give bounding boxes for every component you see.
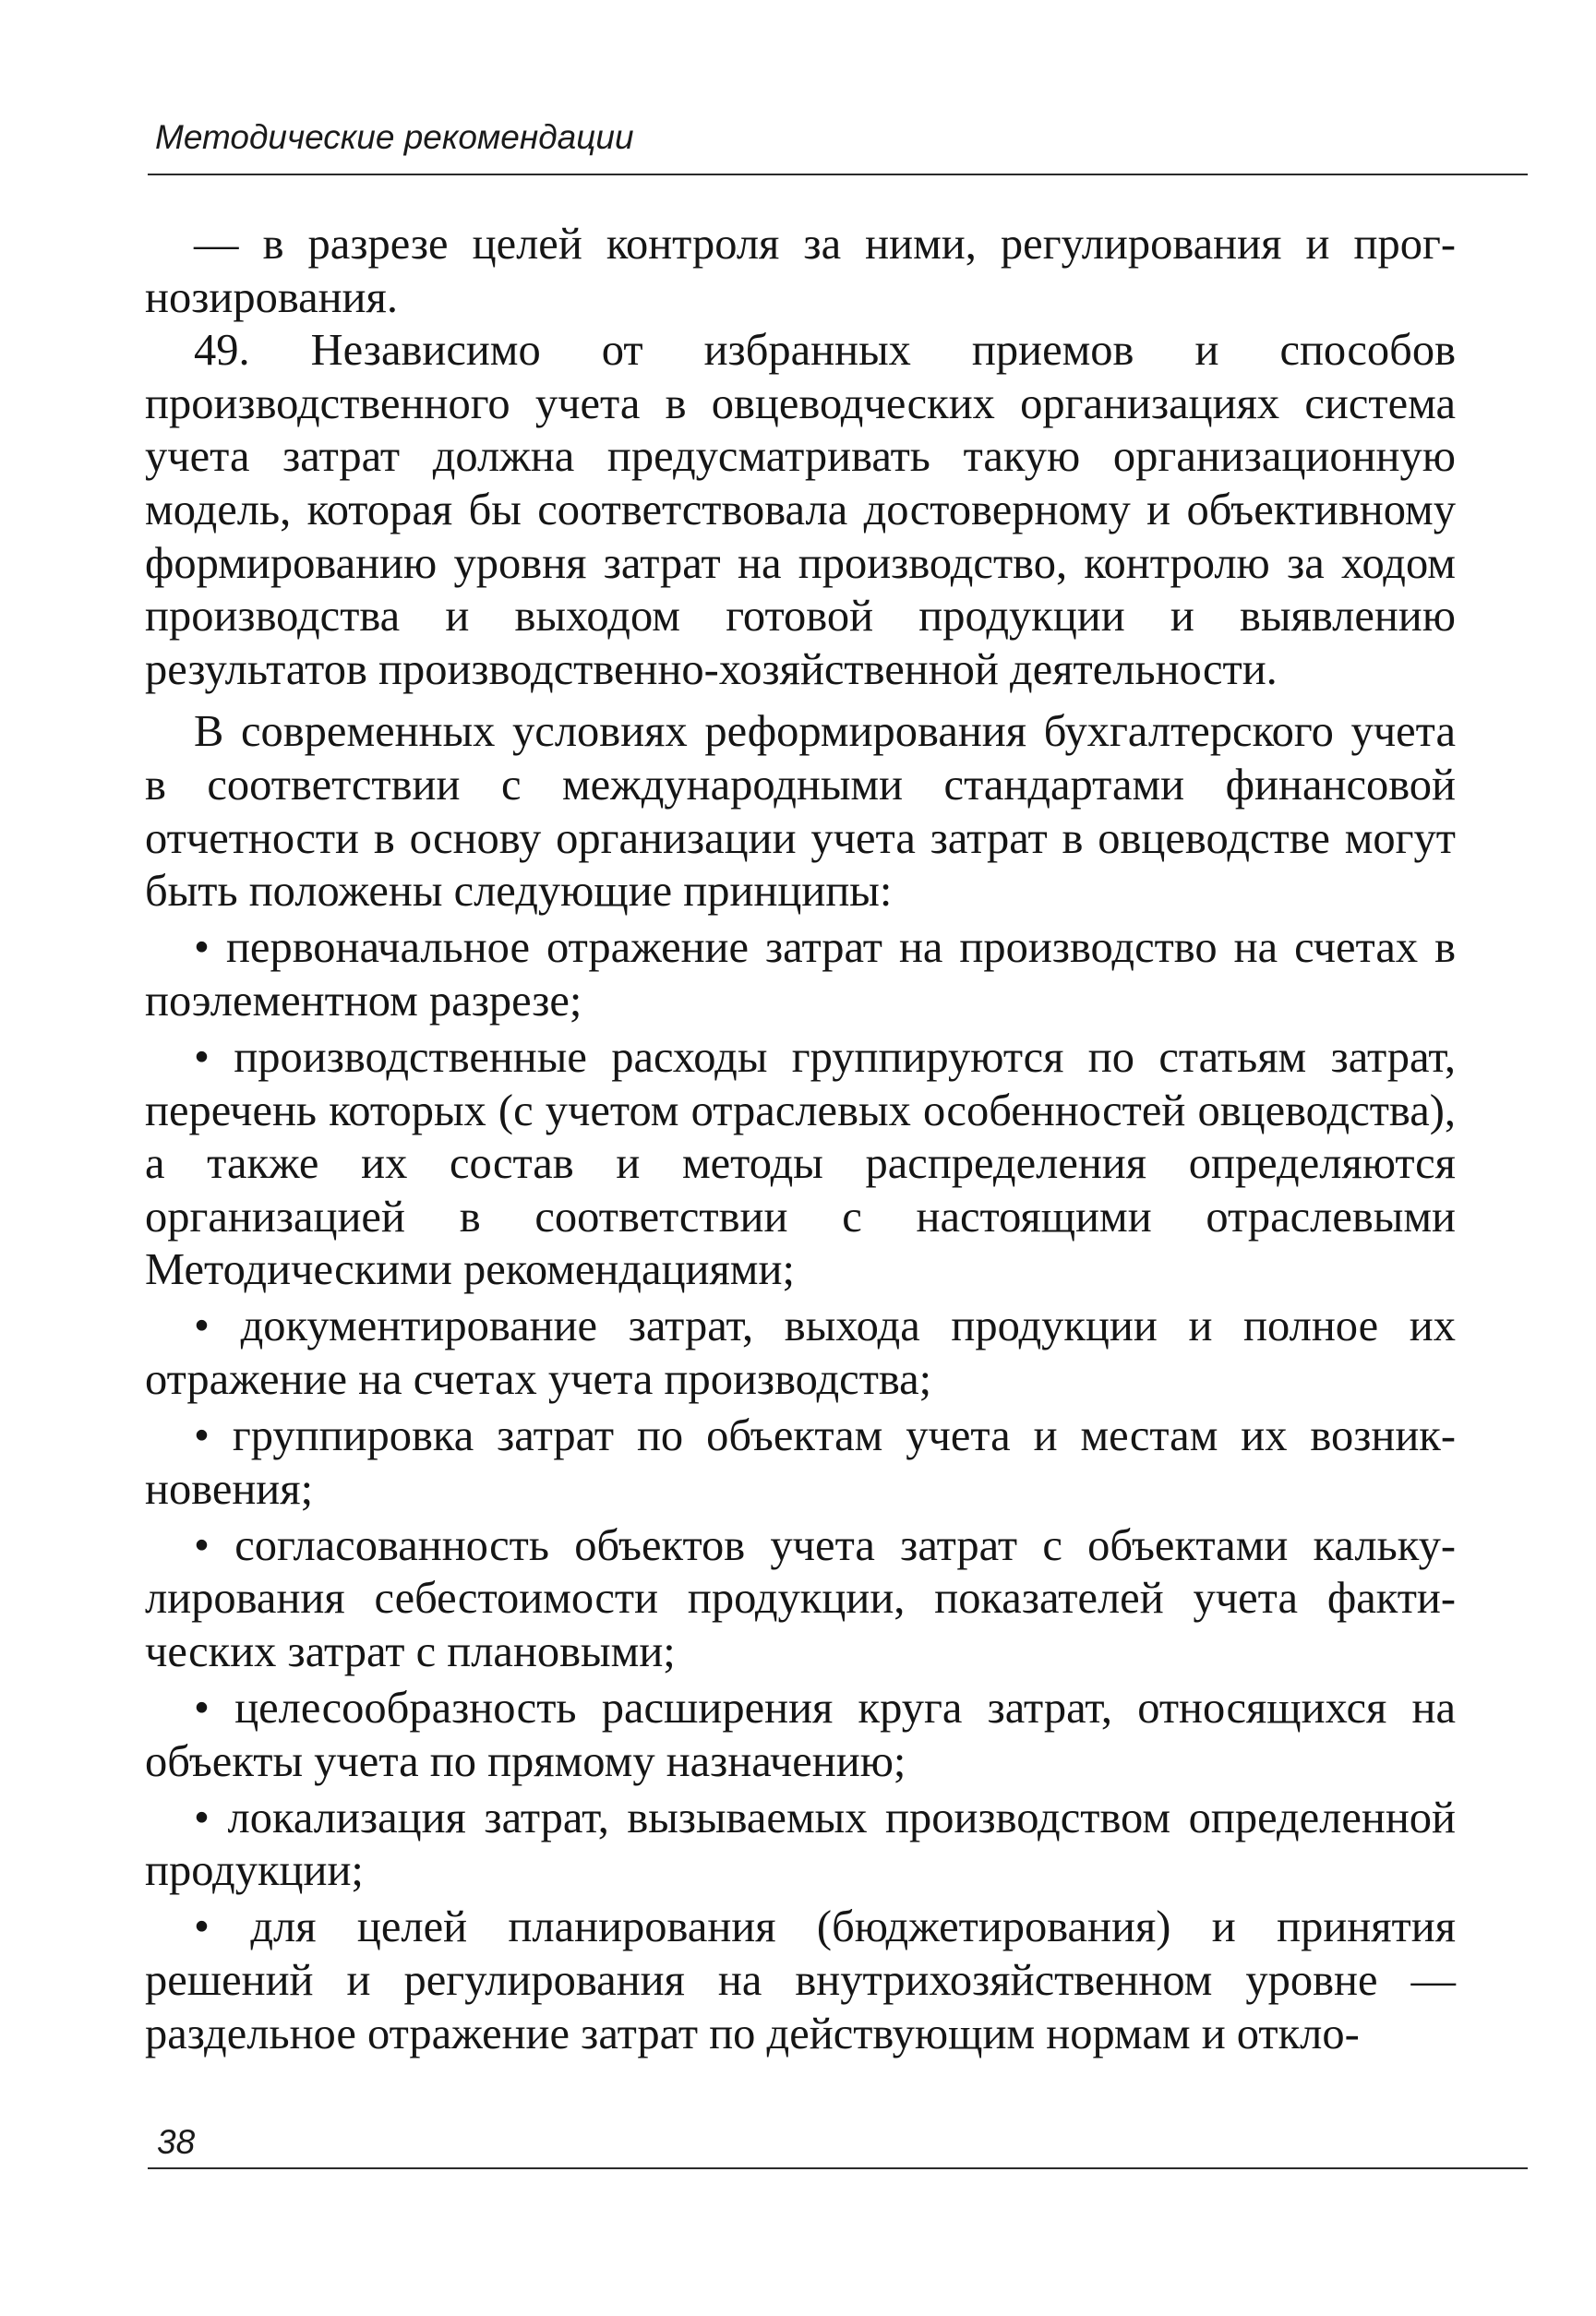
bullet-item: • первоначальное отражение затрат на производство на счетах в поэлементном разрезе; — [145, 923, 1456, 1026]
running-head: Методические рекомендации — [155, 118, 634, 156]
header-rule — [148, 174, 1528, 175]
bullet-item: • согласованность объектов учета затрат с объектами калькулирования себестоимости продукции, показателей учета фактических затрат с плановыми; — [145, 1520, 1456, 1676]
bullet-item: • целесообразность расширения круга затрат, относящихся на объекты учета по прямому назначению; — [145, 1684, 1456, 1786]
page-number: 38 — [157, 2123, 196, 2161]
footer-rule — [148, 2167, 1528, 2169]
paragraph-49: 49. Независимо от избранных приемов и способов производственного учета в овцеводческих организациях система учета затрат должна предусматривать такую организационную модель, которая бы соответствовала достоверному и объективному формированию уровня затрат на производство, контролю за ходом производства и выходом готовой продукции и выявлению результатов производственно-хозяйственной деятельности. — [145, 326, 1456, 694]
bullet-item: • документирование затрат, выхода продукции и полное их отражение на счетах учета производства; — [145, 1302, 1456, 1404]
bullet-item: • группировка затрат по объектам учета и местам их возникновения; — [145, 1411, 1456, 1514]
body-text — [145, 218, 1456, 2060]
bullet-item: • локализация затрат, вызываемых производством определенной продукции; — [145, 1793, 1456, 1896]
paragraph-continuation: — в разрезе целей контроля за ними, регулирования и прогнозирования. — [145, 220, 1456, 322]
bullet-item: • производственные расходы группируются по статьям затрат, перечень которых (с учетом отраслевых особенностей овцеводства), а также их состав и методы распределения определяются организацией в соответствии с настоящими отраслевыми Методическими рекомендациями; — [145, 1032, 1456, 1295]
paragraph-principles-intro: В современных условиях реформирования бухгалтерского учета в соответствии с международными стандартами финансовой отчетности в основу организации учета затрат в овцеводстве могут быть положены следующие принципы: — [145, 707, 1456, 917]
bullet-item: • для целей планирования (бюджетирования) и принятия решений и регулирования на внутрихозяйственном уровне — раздельное отражение затрат по действующим нормам и откло- — [145, 1902, 1456, 2058]
